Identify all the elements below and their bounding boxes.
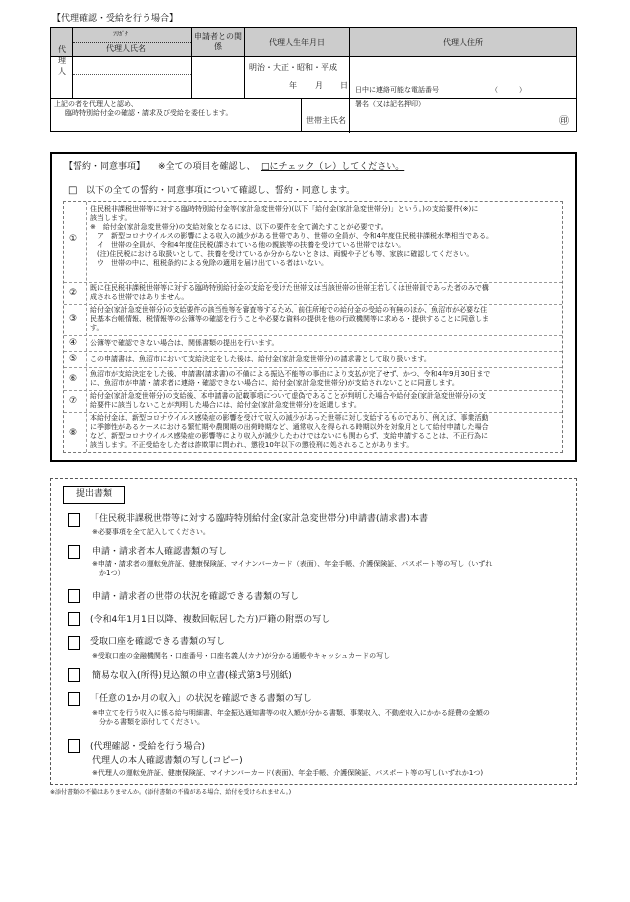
table-line	[51, 98, 576, 99]
table-line	[191, 28, 192, 98]
clause-text: 給付金(家計急変世帯分)の支給後、本申請書の記載事項について虚偽であることが判明した場合や給付金(家計急変世帯分)の支 給要件に該当しないことが判明した場合には、給付金(家計急変世帯分)を返還します。	[90, 392, 486, 409]
agree-all-text: 以下の全ての誓約・同意事項について確認し、誓約・同意します。	[86, 186, 356, 196]
doc-label-2: 代理人の本人確認書類の写し(コピー)	[92, 756, 243, 766]
month-label: 月	[315, 81, 323, 90]
table-line	[244, 28, 245, 98]
clause-row-divider	[64, 304, 562, 305]
era-options: 明治・大正・昭和・平成	[249, 63, 337, 72]
doc-checkbox-household[interactable]	[68, 589, 80, 603]
clause-number: ⑤	[69, 354, 78, 364]
consent-instruction: ※全ての項目を確認し、	[158, 162, 256, 172]
signature-label: 署名（又は記名押印）	[355, 100, 425, 108]
phone-label: 日中に連絡可能な電話番号	[355, 86, 439, 94]
clause-number: ①	[69, 234, 78, 244]
doc-label: 受取口座を確認できる書類の写し	[90, 637, 226, 647]
doc-label: 簡易な収入(所得)見込額の申立書(様式第3号別紙)	[92, 671, 292, 681]
doc-checkbox-applicant-id[interactable]	[68, 545, 80, 559]
clause-text: 既に住民税非課税世帯等に対する臨時特別給付金の支給を受けた世帯又は当該世帯の世帯主若しくは世帯員であった者のみで構 成される世帯ではありません。	[90, 284, 489, 301]
footer-note: ※添付書類の不備はありませんか。(添付書類の不備がある場合、給付を受けられません。)	[50, 789, 292, 796]
clause-number: ②	[69, 288, 78, 298]
doc-label: 申請・請求者本人確認書類の写し	[92, 547, 228, 557]
day-label: 日	[340, 81, 348, 90]
birthdate-label: 代理人生年月日	[269, 38, 325, 47]
clause-row-divider	[64, 282, 562, 283]
doc-note: ※申立てを行う収入に係る給与明細書、年金振込通知書等の収入額が分かる書類、事業収入、不動産収入にかかる経費の金額の 分かる書類を添付してください。	[92, 709, 490, 726]
agent-name-label: 代理人氏名	[106, 44, 146, 53]
clause-table	[63, 201, 563, 453]
clause-row-divider	[64, 412, 562, 413]
phone-parens: （ ）	[491, 86, 526, 94]
furigana-label: ﾌﾘｶﾞﾅ	[113, 31, 129, 38]
clause-text: 公簿等で確認できない場合は、関係書類の提出を行います。	[90, 339, 279, 347]
consent-instruction-underlined: □にチェック（レ）してください。	[261, 162, 405, 172]
agent-section-title: 【代理確認・受給を行う場合】	[52, 14, 179, 24]
seal-mark: ㊞	[559, 116, 569, 127]
clause-text: 本給付金は、新型コロナウイルス感染症の影響を受けて収入の減少があった世帯に対し支給するものであり、例えば、事業活動 に季節性があるケースにおける繁忙期や農閑期の出荷時期など、通常収入を得られる時期以外を対象月として給付申請した場合 など、新型コロナウイルス感染症の影響等により収入が減少したわけではないにも関わらず、支給申請することは、不正行為に 該当します。不正受給をした者は詐欺罪に問われ、懲役10年以下の懲役刑に処されることがあります。	[90, 414, 489, 449]
doc-checkbox-koseki[interactable]	[68, 612, 80, 626]
consent-title: 【誓約・同意事項】	[64, 162, 146, 172]
doc-note: ※必要事項を全て記入してください。	[92, 528, 210, 536]
address-label: 代理人住所	[443, 38, 483, 47]
table-line	[72, 28, 73, 98]
delegation-text-1: 上記の者を代理人と認め、	[54, 100, 138, 108]
clause-text: 住民税非課税世帯等に対する臨時特別給付金等(家計急変世帯分)(以下「給付金(家計急変世帯分)」という。)の支給要件(※)に 該当します。 ※ 給付金(家計急変世帯分)の支給対象となるには、以下の要件を全て満たすことが必要です。 ア 新型コロナウイルスの影響による収入の減少がある世帯であり、世帯の全員が、令和4年度住民税非課税水準相当である。 イ 世帯の全員が、令和4年度住民税(課されている他の親族等の扶養を受けている世帯ではない。 (注)住民税における取扱いとして、扶養を受けているか分からないときは、両親や子ども等、家族に確認してください。 ウ 世帯の中に、租税条約による免除の適用を届け出ている者はいない。	[90, 205, 494, 267]
doc-label: 「任意の1か月の収入」の状況を確認できる書類の写し	[90, 694, 312, 704]
doc-label: 申請・請求者の世帯の状況を確認できる書類の写し	[92, 592, 300, 602]
clause-number: ⑦	[69, 396, 78, 406]
clause-row-divider	[64, 351, 562, 352]
agent-info-table	[50, 27, 577, 132]
clause-row-divider	[64, 367, 562, 368]
doc-label: (令和4年1月1日以降、複数回転居した方)戸籍の附票の写し	[90, 615, 331, 625]
documents-title: 提出書類	[76, 489, 113, 499]
table-line	[73, 74, 191, 75]
delegation-text-2: 臨時特別給付金の確認・請求及び受給を委任します。	[65, 109, 233, 117]
doc-label: 「住民税非課税世帯等に対する臨時特別給付金(家計急変世帯分)申請書(請求書)本書	[90, 514, 429, 524]
year-label: 年	[289, 81, 297, 90]
doc-note: ※申請・請求者の運転免許証、健康保険証、マイナンバーカード（表面）、年金手帳、介護保険証、パスポート等の写し（いずれ か1つ）	[92, 560, 493, 577]
table-line	[349, 28, 350, 133]
relation-label: 申請者との関係	[194, 32, 242, 51]
clause-row-divider	[64, 335, 562, 336]
doc-checkbox-income-estimate[interactable]	[68, 668, 80, 682]
doc-checkbox-application[interactable]	[68, 513, 80, 527]
doc-checkbox-monthly-income[interactable]	[68, 692, 80, 706]
clause-text: 魚沼市が支給決定をした後、申請書(請求書)の不備による振込不能等の事由により支払が完了せず、かつ、令和4年9月30日まで に、魚沼市が申請・請求者に連絡・確認できない場合に、給付金(家計急変世帯分)が支給されないことに同意します。	[90, 370, 491, 387]
doc-note: ※受取口座の金融機関名・口座番号・口座名義人(カナ)が分かる通帳やキャッシュカードの写し	[92, 652, 391, 660]
clause-number: ④	[69, 338, 78, 348]
clause-number: ⑧	[69, 428, 78, 438]
table-line	[51, 56, 576, 57]
agent-side-label: 代理人	[58, 45, 66, 76]
clause-divider	[86, 202, 87, 452]
agree-all-checkbox[interactable]: □	[68, 185, 78, 196]
clause-number: ⑥	[69, 374, 78, 384]
doc-checkbox-bank-account[interactable]	[68, 636, 80, 650]
table-line	[301, 98, 302, 132]
head-name-label: 世帯主氏名	[306, 116, 346, 125]
clause-number: ③	[69, 314, 78, 324]
clause-text: この申請書は、魚沼市において支給決定をした後は、給付金(家計急変世帯分)の請求書として取り扱います。	[90, 355, 431, 363]
doc-note: ※代理人の運転免許証、健康保険証、マイナンバーカード(表面)、年金手帳、介護保険証、パスポート等の写し(いずれか1つ)	[92, 769, 484, 777]
doc-label: (代理確認・受給を行う場合)	[90, 742, 206, 752]
clause-row-divider	[64, 390, 562, 391]
doc-checkbox-agent-id[interactable]	[68, 739, 80, 753]
clause-text: 給付金(家計急変世帯分)の支給要件の該当性等を審査等するため、前住所地での給付金の受給の有無のほか、魚沼市が必要な住 民基本台帳情報、税情報等の公簿等の確認を行うことや必要な資料の提供を他の行政機関等に求める・提供することに同意しま す。	[90, 306, 489, 332]
